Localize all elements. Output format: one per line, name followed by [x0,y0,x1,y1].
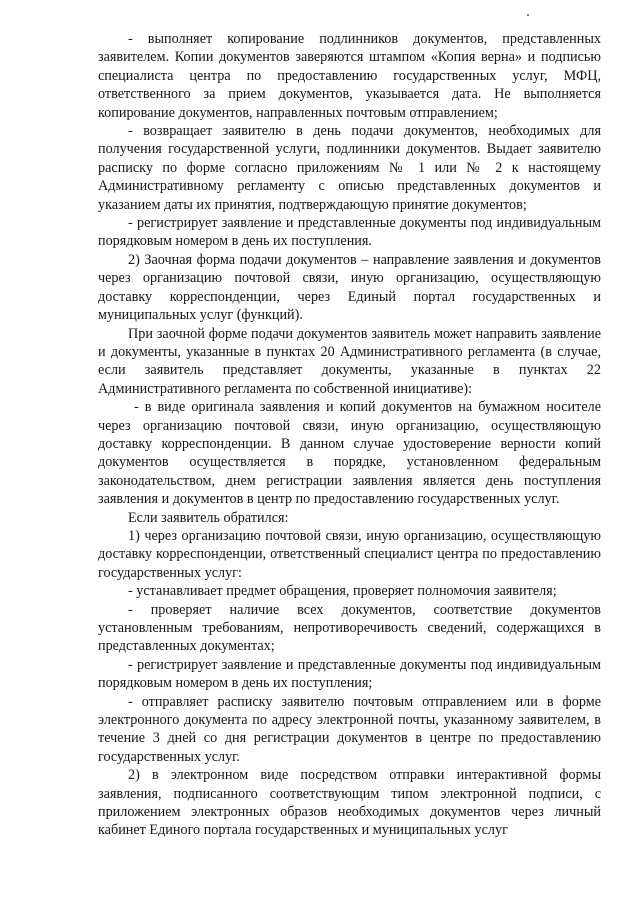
paragraph-checks-documents: - проверяет наличие всех документов, соответствие документов установленным требованиям, непротиворечивость сведений, содержащихся в представленных документах; [98,601,601,655]
paragraph-registers: - регистрирует заявление и представленные документы под индивидуальным порядковым номером в день их поступления. [98,215,601,250]
paragraph-copying: - выполняет копирование подлинников документов, представленных заявителем. Копии документов заверяются штампом «Копия верна» и подписью специалиста центра по предоставлению государственных услуг, МФЦ, ответственного за прием документов, указывается дата. Не выполняется копирование документов, направленных почтовым отправлением; [98,31,601,121]
paragraph-remote-form: При заочной форме подачи документов заявитель может направить заявление и документы, указанные в пунктах 20 Административного регламента (в случае, если заявитель представляет документы, указанные в пунктах 22 Административного регламента по собственной инициативе): [98,325,601,397]
document-body [98,30,601,840]
scan-speck [527,14,529,16]
paragraph-sends-receipt: - отправляет расписку заявителю почтовым отправлением или в форме электронного документа по адресу электронной почты, указанному заявителем, в течение 3 дней со дня регистрации документов в центре по предоставлению государственных услуг. [98,693,601,765]
paragraph-original-paper: - в виде оригинала заявления и копий документов на бумажном носителе через организацию почтовой связи, иную организацию, осуществляющую доставку корреспонденции. В данном случае удостоверение верности копий документов осуществляется в порядке, установленном федеральным законодательством, днем регистрации заявления является день поступления заявления и документов в центр по предоставлению государственных услуг. [98,399,601,508]
paragraph-return-originals: - возвращает заявителю в день подачи документов, необходимых для получения государственной услуги, подлинники документов. Выдает заявителю расписку по форме согласно приложениям № 1 или № 2 к настоящему Административному регламенту с описью представленных документов и указанием даты их принятия, подтверждающую принятие документов; [98,123,601,213]
paragraph-if-applicant: Если заявитель обратился: [128,509,289,526]
paragraph-electronic: 2) в электронном виде посредством отправки интерактивной формы заявления, подписанного соответствующим типом электронной подписи, с приложением электронных образов необходимых документов через личный кабинет Единого портала государственных и муниципальных услуг [98,767,601,839]
paragraph-remote-submission: 2) Заочная форма подачи документов – направление заявления и документов через организацию почтовой связи, иную организацию, осуществляющую доставку корреспонденции, через Единый портал государственных и муниципальных услуг (функций). [98,251,601,324]
paragraph-subject: - устанавливает предмет обращения, проверяет полномочия заявителя; [128,583,557,600]
paragraph-via-post: 1) через организацию почтовой связи, иную организацию, осуществляющую доставку корреспонденции, ответственный специалист центра по предоставлению государственных услуг: [98,527,601,581]
paragraph-registers-2: - регистрирует заявление и представленные документы под индивидуальным порядковым номером в день их поступления; [98,656,601,692]
